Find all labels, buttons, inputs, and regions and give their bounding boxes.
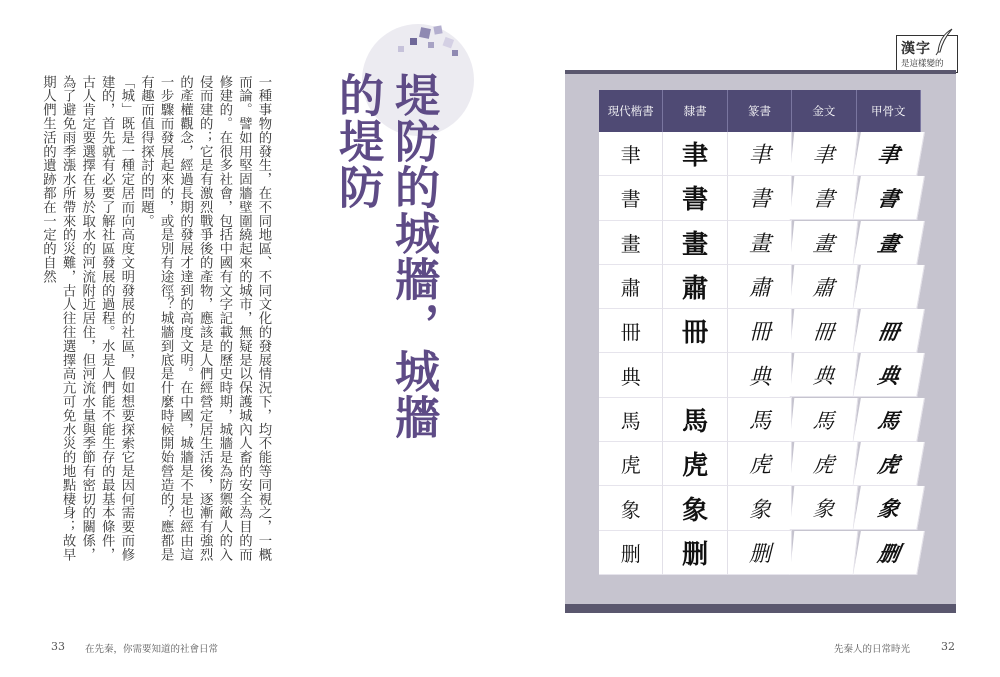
table-cell: 冊 (790, 309, 859, 353)
table-cell: 畫 (853, 221, 925, 265)
table-cell: 虎 (790, 442, 859, 486)
table-cell: 冊 (663, 309, 727, 353)
table-cell: 馬 (599, 398, 663, 442)
panel-top-bar (565, 70, 956, 74)
body-paragraph-2: 「城」既是一種定居而向高度文明發展的社區，假如想要探索它是因何需要而修建的，首先就有必要了解社區發展的過程。水是人們能不能生存的最基本條件，古人肯定要選擇在易於取水的河流附近居住，但河流水量與季節有密切的關係，為了避免雨季漲水所帶來的災難，古人往往選擇高亢可免水災的地點棲身；故早期人們生活的遺跡都在一定的自然 (40, 75, 134, 562)
table-cell: 畫 (599, 221, 663, 265)
table-cell: 畫 (790, 221, 859, 265)
table-cell: 象 (853, 486, 925, 530)
table-cell: 典 (790, 353, 859, 397)
chapter-title: 堤防的城牆，城牆的堤防 (331, 72, 440, 440)
table-cell: 象 (728, 486, 792, 530)
body-paragraph-1: 一種事物的發生，在不同地區、不同文化的發展情況下，均不能等同視之，一概而論。譬如用堅固牆壁圍繞起來的城市，無疑是以保護城內人畜的安全為目的而修建的。在很多社會，包括中國有文字記載的歷史時期，城牆是為防禦敵人的入侵而建的；它是有激烈戰爭後的產物，應該是人們經營定居生活後，逐漸有強烈的產權觀念，經過長期的發展才達到的高度文明。在中國，城牆是不是也經由這一步驟而發展起來的，或是別有途徑？城牆到底是什麼時候開始營造的？應都是有趣而值得探討的問題。 (138, 75, 271, 562)
table-cell (790, 531, 859, 575)
left-page-number: 33 (51, 640, 65, 653)
right-page-number: 32 (941, 640, 955, 653)
table-cell (853, 265, 925, 309)
table-cell: 聿 (599, 132, 663, 176)
table-cell: 書 (599, 176, 663, 220)
table-cell: 肅 (790, 265, 859, 309)
table-cell: 聿 (728, 132, 792, 176)
table-cell: 肅 (663, 265, 727, 309)
table-cell: 典 (728, 353, 792, 397)
table-cell: 删 (728, 531, 792, 575)
table-cell: 馬 (728, 398, 792, 442)
body-text (40, 75, 273, 570)
table-cell: 畫 (663, 221, 727, 265)
table-cell: 畫 (728, 221, 792, 265)
table-cell: 典 (853, 353, 925, 397)
quill-icon (935, 28, 955, 56)
table-cell: 虎 (663, 442, 727, 486)
table-cell: 虎 (853, 442, 925, 486)
table-header-cell: 隸書 (663, 90, 727, 132)
table-cell: 象 (790, 486, 859, 530)
table-cell: 冊 (599, 309, 663, 353)
table-cell: 典 (599, 353, 663, 397)
table-header-cell: 篆書 (728, 90, 792, 132)
table-cell: 馬 (790, 398, 859, 442)
table-cell: 馬 (853, 398, 925, 442)
table-cell: 聿 (853, 132, 925, 176)
table-header-cell: 金文 (792, 90, 856, 132)
table-cell: 書 (790, 176, 859, 220)
table-cell: 書 (663, 176, 727, 220)
table-cell: 聿 (790, 132, 859, 176)
table-cell: 冊 (853, 309, 925, 353)
table-cell: 删 (663, 531, 727, 575)
right-running-title: 先秦人的日常時光 (834, 644, 911, 655)
table-header-cell: 甲骨文 (857, 90, 921, 132)
left-running-title: 在先秦，你需要知道的社會日常 (85, 644, 219, 655)
table-cell: 冊 (728, 309, 792, 353)
table-cell: 象 (663, 486, 727, 530)
table-cell: 聿 (663, 132, 727, 176)
table-cell: 馬 (663, 398, 727, 442)
script-evolution-table (599, 90, 921, 575)
table-cell: 象 (599, 486, 663, 530)
table-cell: 肅 (599, 265, 663, 309)
table-cell (663, 353, 727, 397)
table-cell: 虎 (599, 442, 663, 486)
table-cell: 書 (853, 176, 925, 220)
panel-bottom-bar (565, 604, 956, 613)
series-badge-subtitle: 是這樣變的 (901, 59, 944, 69)
table-cell: 書 (728, 176, 792, 220)
table-cell: 虎 (728, 442, 792, 486)
table-cell: 肅 (728, 265, 792, 309)
table-cell: 删 (853, 531, 925, 575)
table-header-cell: 現代楷書 (599, 90, 663, 132)
series-badge-title: 漢字 (901, 41, 931, 57)
table-cell: 删 (599, 531, 663, 575)
